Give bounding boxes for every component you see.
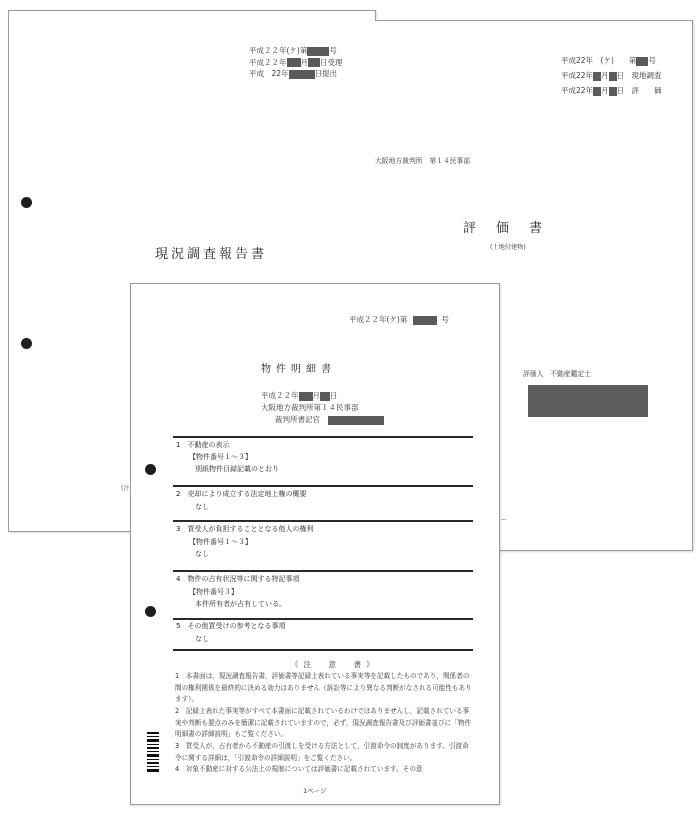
report-received-month: 月: [300, 57, 308, 67]
statement-date-month: 月: [312, 391, 320, 400]
redaction: [287, 58, 301, 67]
section-rule: [173, 570, 473, 572]
report-case-info: [249, 45, 343, 80]
page-number: 1ページ: [303, 787, 327, 795]
barcode-icon: [147, 732, 159, 772]
appraisal-survey-label: 平成22年: [561, 71, 594, 80]
report-title: 現況調査報告書: [155, 247, 268, 262]
section-5-line: なし: [195, 635, 209, 643]
statement-date-label: 平成２２年: [261, 391, 299, 400]
note-item: 3 買受人が，占有者から不動産の引渡しを受ける方法として，引渡命令の制度があります。引渡命令に関する詳細は，「引渡命令の詳細説明」をご覧ください。: [175, 742, 469, 762]
statement-header: [261, 390, 384, 426]
section-rule: [173, 436, 473, 438]
appraisal-case-info: [561, 53, 662, 98]
redaction: [307, 47, 329, 56]
section-rule: [173, 618, 473, 620]
appraisal-court-name: 大阪地方裁判所 第１４民事部: [375, 157, 471, 165]
section-4-line: 【物件番号３】: [189, 588, 238, 596]
statement-clerk-label: 裁判所書記官: [275, 415, 320, 424]
redaction: [609, 87, 617, 96]
section-2-line: なし: [195, 503, 209, 511]
redaction: [308, 58, 320, 67]
redaction: [299, 392, 313, 401]
section-3-line: 【物件番号１～３】: [189, 538, 252, 546]
redaction: [593, 72, 601, 81]
redaction: [413, 316, 437, 325]
appraiser-name-redaction: [528, 385, 648, 417]
appraisal-survey-suffix: 日 現地調査: [616, 71, 662, 80]
appraisal-footnote-fragment: ー: [501, 517, 508, 524]
appraisal-case-number-label: 平成22年 (ケ) 第: [561, 56, 637, 65]
section-1-line: 別紙物件目録記載のとおり: [195, 465, 279, 473]
section-rule: [173, 485, 473, 487]
section-1-title: 1 不動産の表示: [176, 441, 230, 449]
redaction: [328, 416, 384, 425]
notes-title: 《注 意 書》: [291, 660, 379, 669]
appraisal-title: 評価書: [463, 221, 563, 236]
note-item: 2 記録上表れた事実等がすべて本書面に記載されているわけではありませんし，記載されている事実や判断も要点のみを簡潔に記載されていますので，必ず，現況調査報告書及び評価書並びに「物件明細書の詳細説明」もご覧ください。: [175, 707, 472, 738]
property-statement-sheet: [130, 283, 500, 805]
section-rule: [173, 649, 473, 651]
section-4-line: 本件所有者が占有している。: [195, 600, 286, 608]
punch-hole: [145, 606, 156, 617]
appraisal-evaluation-month: 月: [601, 86, 609, 95]
note-item: 4 対象不動産に対する公法上の規制については評価書に記載されています。その意: [175, 765, 423, 773]
redaction: [320, 392, 330, 401]
report-received-label: 平成２２年: [249, 57, 287, 67]
appraisal-evaluation-label: 平成22年: [561, 86, 594, 95]
report-footnote-fragment: (注: [121, 485, 130, 492]
appraisal-survey-month: 月: [601, 71, 609, 80]
appraisal-case-number-suffix: 号: [648, 56, 656, 65]
section-5-title: 5 その他買受けの参考となる事項: [176, 622, 286, 630]
redaction: [609, 72, 617, 81]
statement-case-number-label: 平成２２年(ケ)第: [349, 315, 408, 324]
redaction: [593, 87, 601, 96]
report-submitted-label: 平成 22年: [249, 69, 289, 78]
section-rule: [173, 520, 473, 522]
report-case-number-suffix: 号: [329, 46, 337, 55]
redaction: [289, 70, 315, 79]
section-2-title: 2 売却により成立する法定地上権の概要: [176, 490, 307, 498]
section-4-title: 4 物件の占有状況等に関する特記事項: [176, 575, 300, 583]
statement-court-name: 大阪地方裁判所第１４民事部: [261, 403, 359, 412]
punch-hole: [145, 464, 156, 475]
report-received-suffix: 日受理: [320, 57, 343, 67]
appraiser-label: 評価人 不動産鑑定士: [523, 370, 591, 378]
report-case-number-label: 平成２２年(ケ)第: [249, 46, 308, 55]
section-1-line: 【物件番号１～３】: [189, 453, 252, 461]
punch-hole: [21, 197, 32, 208]
appraisal-evaluation-suffix: 日 評 価: [616, 86, 662, 95]
statement-date-day: 日: [330, 391, 338, 400]
statement-case-number: [349, 314, 449, 325]
section-3-title: 3 買受人が負担することとなる他人の権利: [176, 525, 314, 533]
appraisal-subtitle: (土地付建物): [490, 244, 526, 251]
statement-title: 物件明細書: [261, 364, 336, 375]
redaction: [636, 57, 648, 66]
section-3-line: なし: [195, 550, 209, 558]
statement-case-number-suffix: 号: [441, 315, 449, 324]
report-submitted-suffix: 日提出: [314, 69, 338, 78]
note-item: 1 本書面は，現況調査報告書，評価書等記録上表れている事実等を記載したものであり，関係者の間の権利関係を最終的に決める効力はありません（訴訟等により異なる判断がなされる可能性もあります）。: [175, 672, 472, 703]
punch-hole: [21, 338, 32, 349]
